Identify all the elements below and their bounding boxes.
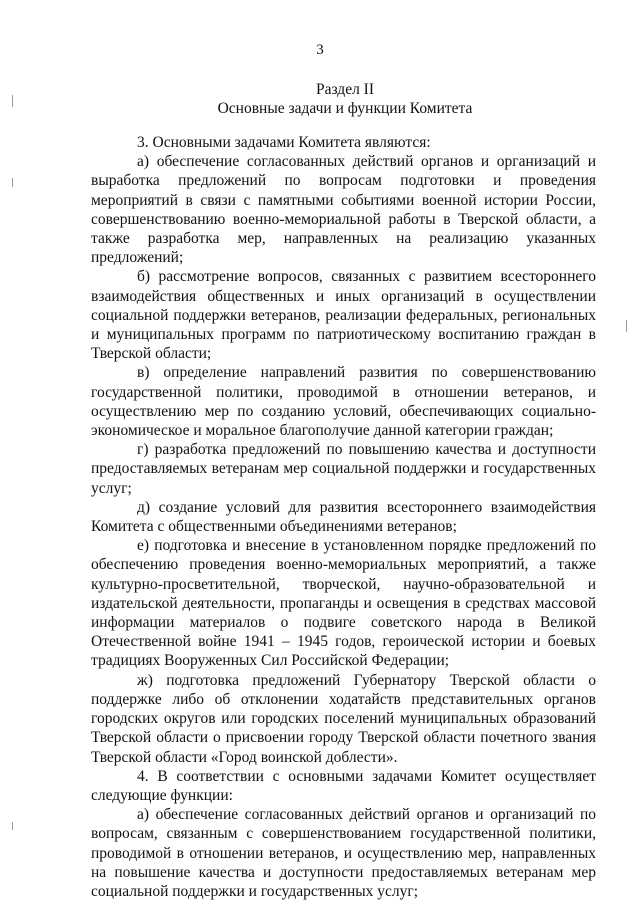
section-heading bbox=[0, 80, 640, 118]
section-title: Раздел II bbox=[315, 81, 375, 98]
paragraph-item-3zh: ж) подготовка предложений Губернатору Тверской области о поддержке либо об отклонении ходатайств представительных органов городских округов или городских поселений муниципальных образований Тверской области о присвоении городу Тверской области почетного звания Тверской области «Город воинской доблести». bbox=[91, 671, 596, 766]
paragraph-item-3b: б) рассмотрение вопросов, связанных с развитием всестороннего взаимодействия общественных и иных организаций в осуществлении социальной поддержки ветеранов, реализации федеральных, региональных и муниципальных программ по патриотическому воспитанию граждан в Тверской области; bbox=[91, 268, 596, 363]
paragraph-item-3d: д) создание условий для развития всестороннего взаимодействия Комитета с общественными объединениями ветеранов; bbox=[91, 498, 596, 536]
paragraph-item-3g: г) разработка предложений по повышению качества и доступности предоставляемых ветеранам мер социальной поддержки и государственных услуг; bbox=[91, 441, 596, 497]
paragraph-item-3e: е) подготовка и внесение в установленном порядке предложений по обеспечению проведения военно-мемориальных мероприятий, а также культурно-просветительной, творческой, научно-образовательной и издательской деятельности, пропаганды и освещения в средствах массовой информации материалов о подвиге советского народа в Великой Отечественной войне 1941 – 1945 годов, героической истории и боевых традициях Вооруженных Сил Российской Федерации; bbox=[91, 537, 596, 670]
paragraph-item-4a: а) обеспечение согласованных действий органов и организаций по вопросам, связанным с совершенствованием государственной политики, проводимой в отношении ветеранов, и осуществлению мер, направленных на повышение качества и доступности предоставляемых ветеранам мер социальной поддержки и государственных услуг; bbox=[91, 806, 596, 900]
left-margin-mark-bottom bbox=[12, 822, 13, 830]
page-number: 3 bbox=[316, 42, 324, 58]
paragraph-item-3a: а) обеспечение согласованных действий органов и организаций и выработка предложений по вопросам подготовки и проведения мероприятий в связи с памятными событиями военной истории России, совершенствованию военно-мемориальной работы в Тверской области, а также разработка мер, направленных на реализацию указанных предложений; bbox=[91, 153, 596, 267]
left-margin-mark-mid bbox=[12, 178, 13, 187]
paragraph-item-3-intro: 3. Основными задачами Комитета являются: bbox=[137, 134, 431, 151]
paragraph-item-4-intro: 4. В соответствии с основными задачами Комитет осуществляет следующие функции: bbox=[91, 767, 596, 804]
right-margin-mark bbox=[626, 320, 627, 332]
left-margin-mark-top bbox=[12, 95, 13, 107]
document-body bbox=[91, 133, 596, 901]
paragraph-item-3v: в) определение направлений развития по совершенствованию государственной политики, проводимой в отношении ветеранов, и осуществлению мер по созданию условий, обеспечивающих социально-экономическое и моральное благополучие данной категории граждан; bbox=[91, 364, 596, 440]
section-subtitle: Основные задачи и функции Комитета bbox=[217, 100, 473, 117]
